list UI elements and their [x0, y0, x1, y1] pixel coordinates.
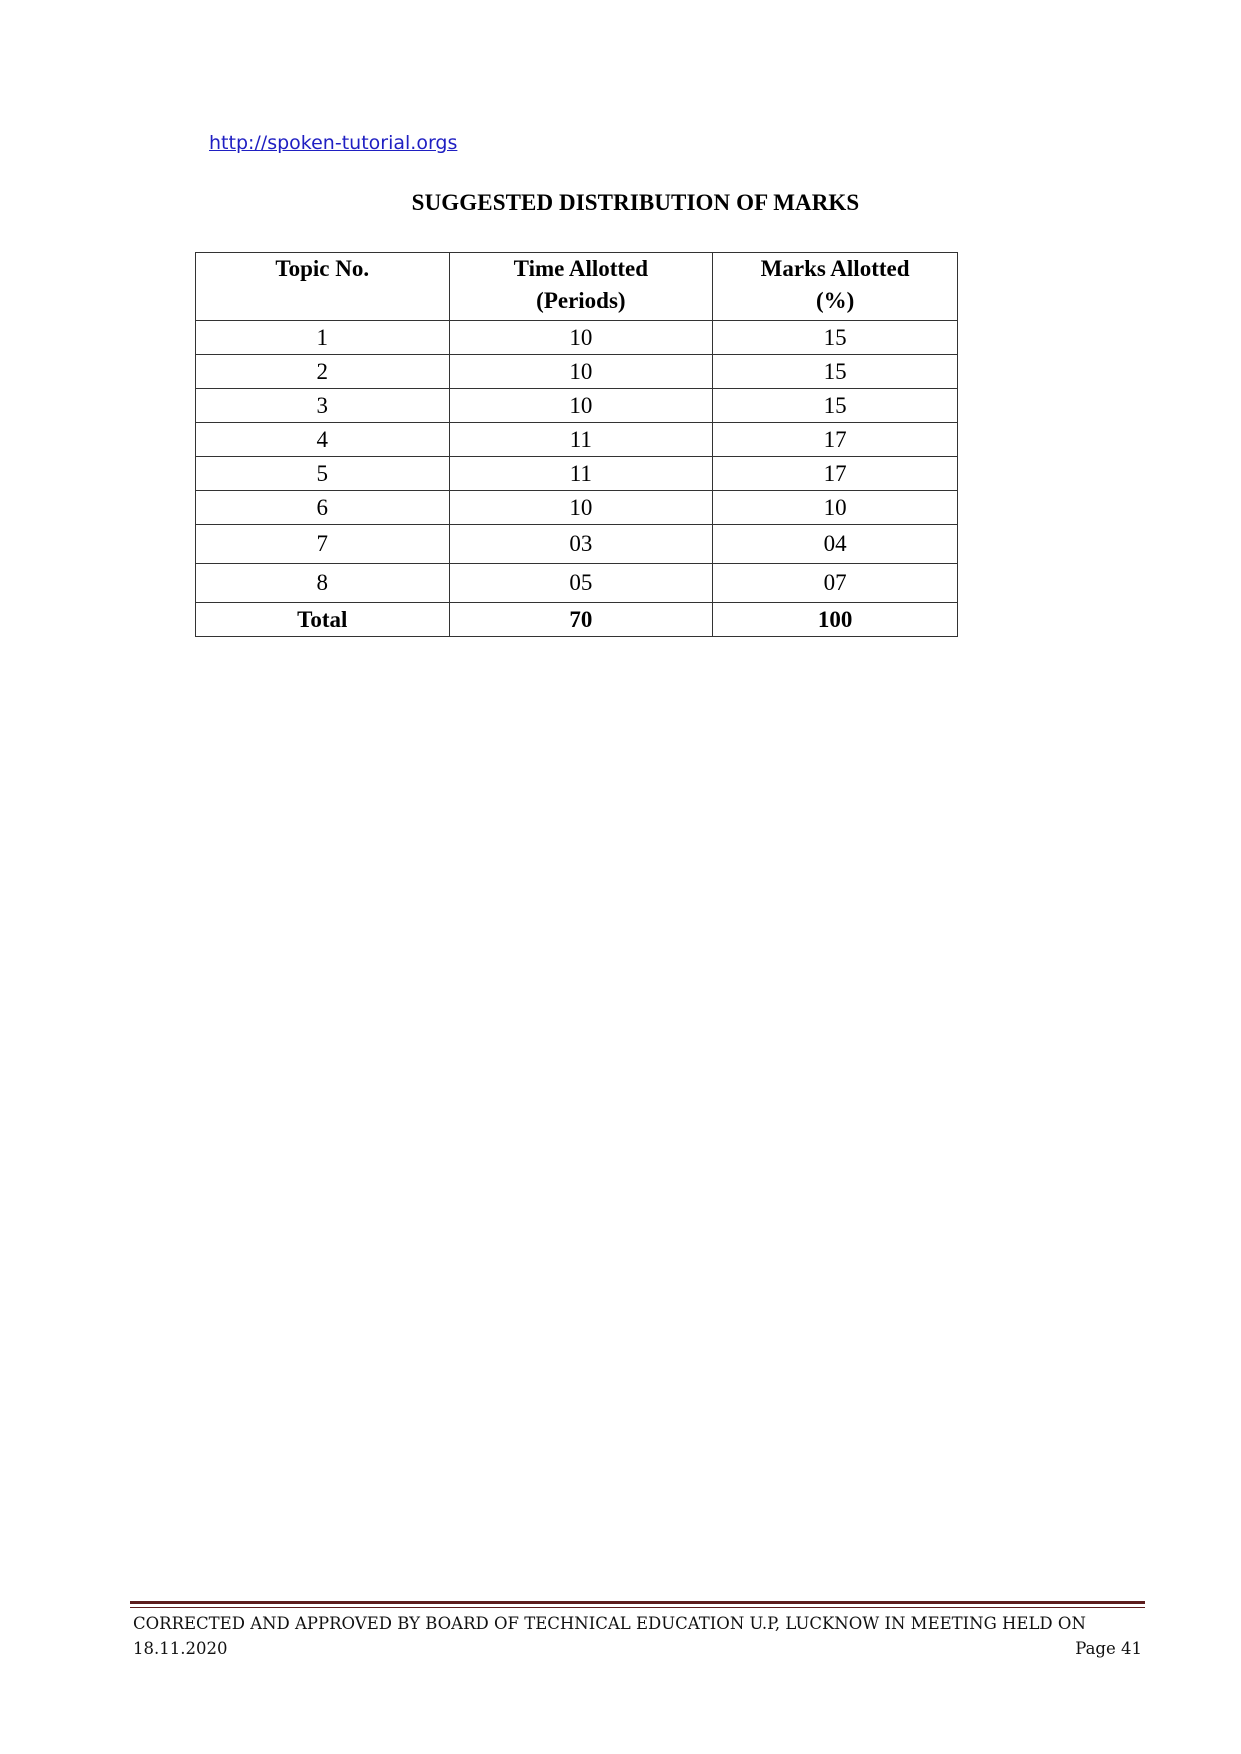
header-time-allotted	[449, 253, 713, 321]
table-total-row	[196, 603, 958, 637]
footer-second-line	[133, 1639, 1142, 1658]
table-row	[196, 423, 958, 457]
topic-no-cell: 6	[196, 491, 450, 525]
time-allotted-cell: 10	[449, 389, 713, 423]
total-time-cell: 70	[449, 603, 713, 637]
time-allotted-cell: 10	[449, 355, 713, 389]
table-header-row	[196, 253, 958, 321]
marks-allotted-cell: 04	[713, 525, 958, 564]
time-allotted-cell: 05	[449, 564, 713, 603]
header-marks-allotted-unit: (%)	[815, 288, 855, 313]
topic-no-cell: 8	[196, 564, 450, 603]
marks-allotted-cell: 17	[713, 423, 958, 457]
footer-approval-text: CORRECTED AND APPROVED BY BOARD OF TECHNICAL EDUCATION U.P, LUCKNOW IN MEETING HELD ON	[133, 1614, 1086, 1633]
total-label-cell: Total	[196, 603, 450, 637]
marks-allotted-cell: 17	[713, 457, 958, 491]
time-allotted-cell: 03	[449, 525, 713, 564]
marks-allotted-cell: 15	[713, 389, 958, 423]
table-row	[196, 355, 958, 389]
header-marks-allotted-label: Marks Allotted	[760, 256, 910, 281]
time-allotted-cell: 11	[449, 457, 713, 491]
footer-divider-thin	[130, 1607, 1145, 1608]
time-allotted-cell: 10	[449, 491, 713, 525]
table-row	[196, 525, 958, 564]
topic-no-cell: 2	[196, 355, 450, 389]
table-row	[196, 564, 958, 603]
marks-distribution-table	[195, 252, 958, 637]
page-number: Page 41	[1075, 1639, 1142, 1658]
total-marks-cell: 100	[713, 603, 958, 637]
table-row	[196, 321, 958, 355]
header-topic-no	[196, 253, 450, 321]
table-row	[196, 457, 958, 491]
topic-no-cell: 3	[196, 389, 450, 423]
marks-allotted-cell: 10	[713, 491, 958, 525]
marks-allotted-cell: 07	[713, 564, 958, 603]
table-row	[196, 491, 958, 525]
header-time-allotted-label: Time Allotted	[513, 256, 649, 281]
footer-date: 18.11.2020	[133, 1639, 228, 1658]
header-marks-allotted	[713, 253, 958, 321]
topic-no-cell: 1	[196, 321, 450, 355]
footer-divider	[130, 1601, 1145, 1604]
page-title: SUGGESTED DISTRIBUTION OF MARKS	[411, 190, 860, 215]
marks-allotted-cell: 15	[713, 355, 958, 389]
header-time-allotted-unit: (Periods)	[536, 288, 626, 313]
marks-allotted-cell: 15	[713, 321, 958, 355]
topic-no-cell: 7	[196, 525, 450, 564]
table-row	[196, 389, 958, 423]
time-allotted-cell: 11	[449, 423, 713, 457]
topic-no-cell: 5	[196, 457, 450, 491]
time-allotted-cell: 10	[449, 321, 713, 355]
header-topic-no-label: Topic No.	[275, 256, 370, 281]
spoken-tutorial-link[interactable]: http://spoken-tutorial.orgs	[209, 132, 458, 154]
topic-no-cell: 4	[196, 423, 450, 457]
